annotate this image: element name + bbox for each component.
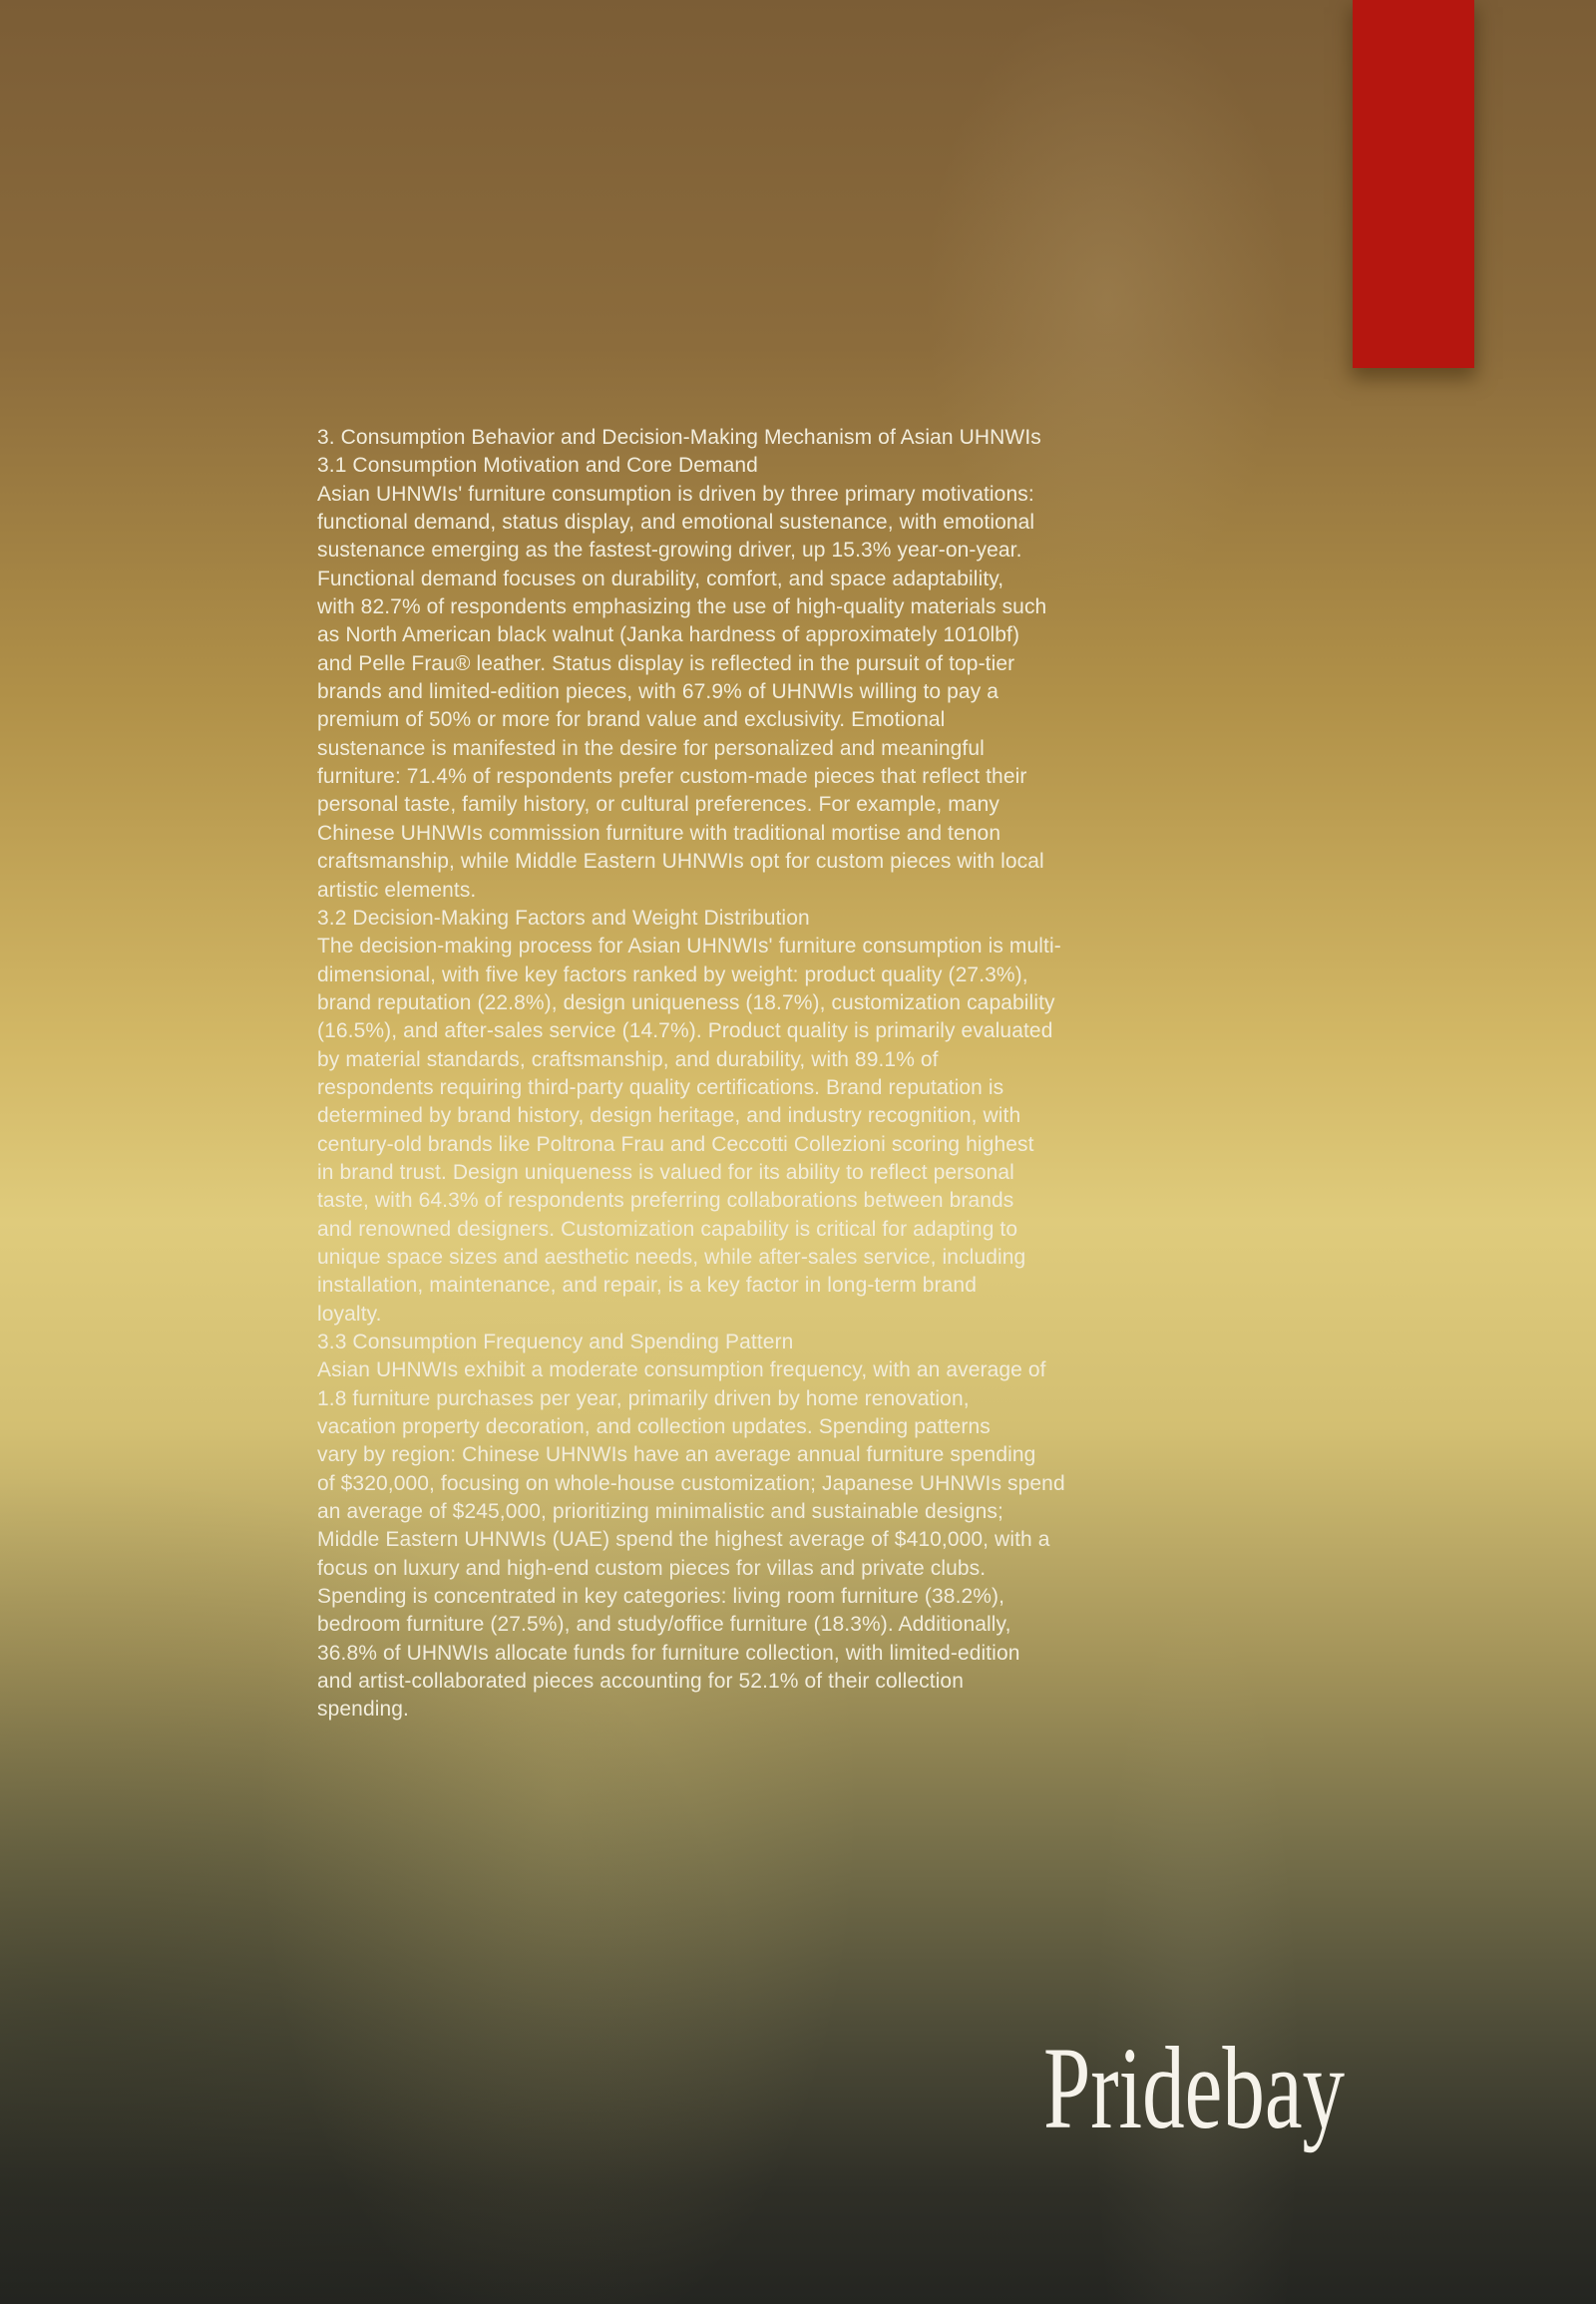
text-line: brand reputation (22.8%), design uniqueness (18.7%), customization capability [317, 990, 1055, 1014]
section-3-2 [317, 905, 1235, 1329]
section-body [317, 933, 1235, 1329]
text-line: installation, maintenance, and repair, is a key factor in long-term brand [317, 1274, 977, 1298]
text-line: century-old brands like Poltrona Frau and Ceccotti Collezioni scoring highest [317, 1132, 1034, 1156]
section-3-1 [317, 452, 1235, 905]
text-line: spending. [317, 1698, 409, 1722]
pridebay-logo: Pridebay [1043, 2023, 1346, 2153]
section-body [317, 481, 1235, 905]
text-line: dimensional, with five key factors ranked by weight: product quality (27.3%), [317, 962, 1028, 986]
text-line: (16.5%), and after-sales service (14.7%). Product quality is primarily evaluated [317, 1019, 1053, 1043]
section-3-3 [317, 1329, 1235, 1725]
text-line: artistic elements. [317, 878, 477, 902]
text-line: Middle Eastern UHNWIs (UAE) spend the highest average of $410,000, with a [317, 1528, 1050, 1552]
text-line: unique space sizes and aesthetic needs, while after-sales service, including [317, 1245, 1026, 1269]
text-line: respondents requiring third-party quality certifications. Brand reputation is [317, 1075, 1004, 1099]
text-line: brands and limited-edition pieces, with 67.9% of UHNWIs willing to pay a [317, 680, 999, 704]
text-line: Asian UHNWIs' furniture consumption is driven by three primary motivations: [317, 482, 1034, 506]
section-heading: 3.2 Decision-Making Factors and Weight Distribution [317, 906, 810, 930]
text-line: sustenance emerging as the fastest-growing driver, up 15.3% year-on-year. [317, 539, 1022, 563]
text-line: with 82.7% of respondents emphasizing the use of high-quality materials such [317, 595, 1047, 619]
text-line: by material standards, craftsmanship, and durability, with 89.1% of [317, 1047, 939, 1071]
text-line: and Pelle Frau® leather. Status display is reflected in the pursuit of top-tier [317, 651, 1015, 675]
section-heading: 3.3 Consumption Frequency and Spending Pattern [317, 1331, 794, 1353]
text-line: furniture: 71.4% of respondents prefer custom-made pieces that reflect their [317, 765, 1027, 789]
section-heading: 3.1 Consumption Motivation and Core Demand [317, 454, 758, 478]
text-line: bedroom furniture (27.5%), and study/office furniture (18.3%). Additionally, [317, 1613, 1011, 1637]
text-line: vacation property decoration, and collection updates. Spending patterns [317, 1415, 991, 1439]
text-line: in brand trust. Design uniqueness is valued for its ability to reflect personal [317, 1160, 1014, 1184]
text-line: vary by region: Chinese UHNWIs have an average annual furniture spending [317, 1443, 1036, 1467]
red-accent-bar [1353, 0, 1474, 368]
text-line: Spending is concentrated in key categories: living room furniture (38.2%), [317, 1585, 1005, 1609]
text-line: sustenance is manifested in the desire for personalized and meaningful [317, 736, 985, 760]
text-line: craftsmanship, while Middle Eastern UHNWIs opt for custom pieces with local [317, 850, 1044, 874]
section-body [317, 1356, 1235, 1724]
text-line: and artist-collaborated pieces accounting for 52.1% of their collection [317, 1670, 964, 1694]
text-line: determined by brand history, design heritage, and industry recognition, with [317, 1104, 1021, 1128]
text-line: taste, with 64.3% of respondents preferring collaborations between brands [317, 1189, 1014, 1213]
text-line: The decision-making process for Asian UHNWIs' furniture consumption is multi- [317, 935, 1061, 959]
text-line: and renowned designers. Customization capability is critical for adapting to [317, 1217, 1018, 1241]
text-line: of $320,000, focusing on whole-house customization; Japanese UHNWIs spend [317, 1471, 1065, 1495]
section-title: 3. Consumption Behavior and Decision-Making Mechanism of Asian UHNWIs [317, 426, 1041, 449]
body-text-block [317, 424, 1235, 1725]
text-line: functional demand, status display, and emotional sustenance, with emotional [317, 511, 1035, 535]
text-line: loyalty. [317, 1302, 382, 1326]
text-line: premium of 50% or more for brand value and exclusivity. Emotional [317, 708, 946, 732]
text-line: 36.8% of UHNWIs allocate funds for furniture collection, with limited-edition [317, 1641, 1020, 1665]
text-line: 1.8 furniture purchases per year, primarily driven by home renovation, [317, 1386, 970, 1410]
text-line: an average of $245,000, prioritizing minimalistic and sustainable designs; [317, 1500, 1003, 1524]
text-line: focus on luxury and high-end custom pieces for villas and private clubs. [317, 1556, 987, 1580]
text-line: Asian UHNWIs exhibit a moderate consumption frequency, with an average of [317, 1358, 1046, 1382]
text-line: Chinese UHNWIs commission furniture with traditional mortise and tenon [317, 821, 1001, 845]
text-line: personal taste, family history, or cultural preferences. For example, many [317, 793, 999, 817]
text-line: Functional demand focuses on durability, comfort, and space adaptability, [317, 567, 1004, 590]
text-line: as North American black walnut (Janka hardness of approximately 1010lbf) [317, 623, 1020, 647]
